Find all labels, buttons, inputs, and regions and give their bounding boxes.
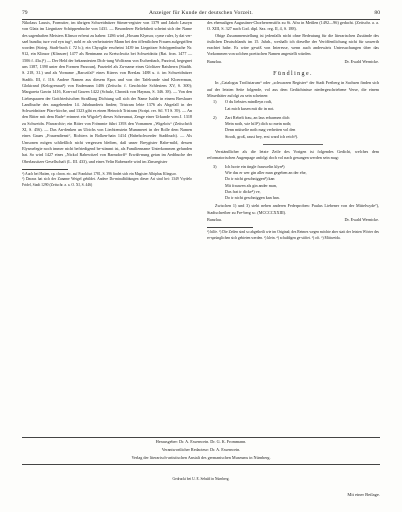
page-number-right: 80 xyxy=(374,10,380,16)
right-footnote: ¹) hilfe. ²) Die Zeilen sind so abgetheilt wie im Original; des Reimes wegen möchte aber statt der letzten Wörter des er-sprünglichen sich gebieten werden. ³) klein. ⁴) schuldigen ge-stiftet. ⁵) oft. ⁶) Mittweida. xyxy=(207,230,379,240)
left-column xyxy=(22,20,192,189)
verse-line: Mein noth, wie hilf²) dich so mein noth; xyxy=(225,121,292,127)
imprint-rule-bottom xyxy=(22,464,380,465)
verse-line: 3) Ich horte ein tingle frauwelin klyn⁴) xyxy=(213,163,285,169)
page-number-left: 79 xyxy=(22,10,28,16)
verse-line: 2) Zart Rebelt frau, an lass erbarmen dich xyxy=(213,114,290,120)
section-heading: Fündlinge. xyxy=(273,71,313,78)
signature-1 xyxy=(207,59,379,65)
signature-name: Dr. Ewald Wernicke. xyxy=(344,217,379,223)
verse-line: Strodt, groß, raust bey, erst ward ich reich³). xyxy=(225,133,299,139)
editors-line: Herausgeber: Dr. A. Essenwein. Dr. G. K. Frommann. xyxy=(155,439,247,444)
verse-line: Do ir nicht geschniggen kan han. xyxy=(225,195,280,201)
signature-2 xyxy=(207,217,379,223)
verse-line: Mit frauwen als gin ander man, xyxy=(225,182,277,188)
signature-name: Dr. Ewald Wernicke. xyxy=(344,58,379,64)
journal-title: Anzeiger für Kunde der deutschen Vorzeit. xyxy=(149,10,253,16)
signature-place: Bunzlau. xyxy=(207,217,222,223)
printer-line: Gedruckt bei U. E. Sebald in Nürnberg. xyxy=(172,477,230,481)
right-paragraph-5: Zwischen 1) und 3) steht neben anderen Federproben: Paulus Liebener von der Mittelwyde⁷), Stadtschreiber zu Fre-berg sc. (MCCCCXXIII). xyxy=(207,203,379,215)
supplement-note: Mit einer Beilage. xyxy=(347,492,380,497)
verse-block-1 xyxy=(207,99,379,112)
right-paragraph-2: Obige Zusammenstellung ist jedenfalls nicht ohne Bedeutung für die literarischen Zustände des östlichen Deutschlands im 15. Jahrh., weshalb ich dieselbe der Veröffentlichung nicht für unwerth erachtet habe. Es wäre gewiß von Interesse, wenn auch anderwärts Untersuchungen über das Vorkommen von solchen poetischen Namen angestellt würden. xyxy=(207,32,379,57)
footnote-rule xyxy=(207,227,253,228)
verse-block-2 xyxy=(207,115,379,140)
signature-place: Bunzlau. xyxy=(207,58,222,64)
imprint-rule-top xyxy=(22,437,380,438)
left-footnote-1: ¹) Auch bei Hatten, cp. chron. etc. auf Frankfurt 1781, S. 396 findet sich ein Magister Albiphus Klingsor. xyxy=(22,171,177,176)
right-paragraph-3: In „Catalogus Troilistarum“ oder „schwarzen Register“ der Stadt Freiberg in Sachsen finden sich auf der letzten Seite folgende, vol aus dem Gedächtnisse niedergeschriebene Verse, die einem Missethäter zufolgt zu sein scheinen: xyxy=(207,80,379,98)
right-intro-text: des ehemaligen Augustiner-Chorherrenstifts zu St. Afra in Meißen (1492—96) gedacht. (Zeitschr. a. a. O. XIII, S. 327 nach Cod. dipl. Sax. reg. II, 4, S. 188). xyxy=(207,20,379,32)
running-header xyxy=(22,8,380,18)
separator xyxy=(263,144,323,145)
verse-line: Lat mich kusen mit dir in not. xyxy=(225,105,275,111)
footnote-rule xyxy=(22,169,68,170)
verse-line: Wie das er wer gin aller man gegeben an der ehe, xyxy=(225,169,307,175)
left-body-text: Nikolaus Lauxis, Formstier, im übrigen Schweidnitzer Stimer-register von 1379 und Jakob Lauryn von Glatz im Liegnitzer Schöppenbuche von 1431. — Besonderer Beliebtheit scheint sich der Name des sagenhaften Meisters Klinsor erfreut zu haben: 1286 wird „Hosum Klynsor, cyme ruler, ly dat ver-sael bundiu; ture vod eyn tug“, nobl er als verheirateter Mann bei den öffentlichen Frauen aufgegriffen worden (Strieg. Stadt-buch f. 72 b.); ein Chyoglär erscheint 1439 im Liegnitzer Schöppenbuche Nr. 912, ein Klinsor (Klinsoer) 1477 als Rentmann zu Kretschwitz bei Schweidnitz (Rat. fron. 1477 —1506 f. 43a.)¹) — Der Held der bekanntesten Dich-tung Wolframs von Eschenbach, Parzival, begegnet uns 1387, 1390 unter den Formen Parzoun), Parztefel als Zu-name eines Görlitzer Ratsherrn (Stadtb. S. 218, 31.) und als Vorname „Barczifal“ eines Kürers von Breslau 1488 u. ö. im Schweidnitzer Stadtb. III, f. 116. Andere Namen aus diesem Epos und von der Tafelrunde sind Kloererman, Glokirand (Kelogrenaut²) von Endemann 1406 (Zeitschr. f. Geschichte Schlesiens XV, S. 300); Margareta Gawin 1416, Kon-rad Gawen 1422 (Schulz, Chronik von Haynau, S. 346. 38). — Von den Liebespaaren der Gottfriedsischen Straßburg Dichtung soll sich der Name Isalde in einem Breslauer Landbuche des ausgehenden 14. Jahrhunderts finden; Tristram lebte 1376 als Abgefall in der Schweidnitzer Pfarr-kirche, und 1323 gibt es einen Heinrich Tristram (Script. rer. Sil. VI S. 39). — An den Ritter mit dem Rade“ erinnert ein Wigole³) dieses Schreumat, Zenge einer Urkunde vom J. 1318 zu Schweidn. Pfarrarchiv; ein Ritter von Frömmte führt 1393 den Vornamen „Wigelois“ (Zeitschrift XI, S. 456). — Das An-denken an Ulrichs von Liechtenstein Mummerei in der Rolle dem Namen eines Gaues „Frauendienst“, Richters in Bolken-hain 1414 (Habelschwerder Stadtbuch). — Als Umsonen mögen schließlich nicht vergessen bleiben, daß unser Breygtster Rabe-mild, dessen Elysmelegie noch immer nicht befriedigend be-stimmt ist, als Familienname Unterkommen gefunden hat. So wird 1427 eines „Nickol Rabewitzel von Barnsdorff“ Erwäh-nung getan im Aedtbuche der Oberlausitzer Gesellschaft (L. III. 433), und eines Velin Rabenzele wird im Zinsregister xyxy=(22,20,193,164)
right-column xyxy=(207,20,379,242)
verse-block-3 xyxy=(207,164,379,202)
verse-line: Do ir nicht geschniggen⁵) kan xyxy=(225,176,275,182)
verse-line: 1) O du liebstes mindleyn rodt, xyxy=(213,99,273,105)
verse-line: Das frat ir dicke⁶) ve, xyxy=(225,188,261,194)
right-paragraph-4: Verständlicher als die letzte Zeile des Vorigen ist folgendes Gedicht, welches dem reformatorischen Augenpage anfolgt doch vol nach gesungen werden sein mag: xyxy=(207,149,379,161)
responsible-editor-line: Verantwortlicher Redacteur: Dr. A. Essenwein. xyxy=(161,447,241,452)
publisher-line: Verlag der literarisch-artistischen Anstalt des germanischen Museums in Nürnberg. xyxy=(131,455,271,460)
verse-line: Denn mütselie noth mag verheiten vol den xyxy=(225,127,296,133)
left-footnote-2: ²) Daraus hat sich der Zuname Weigel gebildet. Andere Do-minalbildungen dieser Art sind bei: 1349 Vrydelo Fridel, Stadt 1290 (Zeitschr. a. a. O. XI, S. 446) xyxy=(22,177,192,188)
